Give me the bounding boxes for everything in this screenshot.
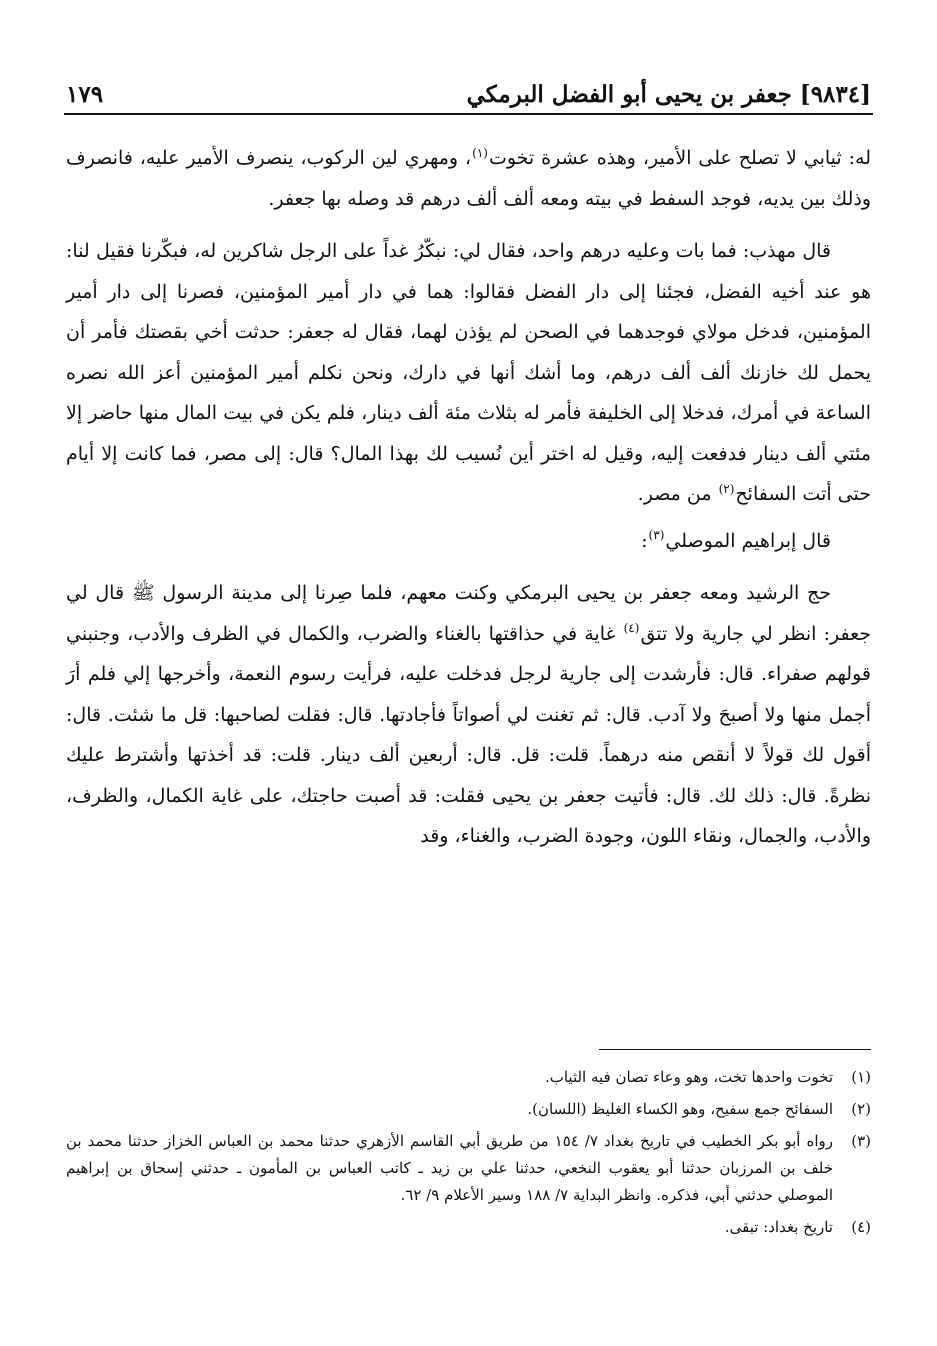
paragraph-1 (66, 138, 871, 219)
footnote-text: رواه أبو بكر الخطيب في تاريخ بغداد ٧/ ١٥٤ من طريق أبي القاسم الأزهري حدثنا محمد بن العباس الخزاز حدثنا محمد بن خلف بن المرزبان حدثنا أبو يعقوب النخعي، حدثنا علي بن زيد ـ كاتب العباس بن المأمون ـ حدثني إسحاق بن إبراهيم الموصلي حدثني أبي، فذكره. وانظر البداية ٧/ ١٨٨ وسير الأعلام ٩/ ٦٢. (66, 1132, 833, 1204)
footnote-3 (66, 1128, 871, 1209)
footnote-number: (١) (851, 1068, 871, 1086)
paragraph-2 (66, 231, 871, 515)
paragraph-3 (66, 573, 871, 857)
footnote-number: (٢) (851, 1100, 871, 1118)
footnote-4 (66, 1214, 871, 1241)
text-segment: من مصر. (637, 483, 718, 505)
footnote-text: السفائح جمع سفيح، وهو الكساء الغليظ (اللسان). (527, 1100, 833, 1118)
footnote-marker-3: (٣) (648, 528, 665, 543)
footnote-number: (٤) (851, 1218, 871, 1236)
footnote-number: (٣) (851, 1132, 871, 1150)
text-segment: حج الرشيد ومعه جعفر بن يحيى البرمكي وكنت معهم، فلما صِرنا إلى مدينة الرسول ﷺ قال لي جعفر: انظر لي جارية ولا تتق (66, 582, 871, 645)
main-text (66, 138, 871, 857)
text-segment: قال إبراهيم الموصلي (665, 529, 831, 552)
footnote-marker-2: (٢) (718, 481, 735, 496)
page-number: ١٧٩ (66, 81, 104, 108)
header-rule (64, 113, 873, 115)
running-header (66, 74, 871, 108)
footnote-text: تاريخ بغداد: تبقى. (724, 1218, 833, 1236)
footnote-marker-1: (١) (472, 145, 488, 160)
footnote-2 (66, 1096, 871, 1123)
text-segment: غاية في حذاقتها بالغناء والضرب، والكمال في الظرف والأدب، وجنبني قولهم صفراء. قال: فأرشدت إلى جارية لرجل فدخلت عليه، فرأيت رسوم النعمة، وأخرجها إلي فلم أرَ أجمل منها ولا أصبحَ ولا آدب. قال: ثم تغنت لي أصواتاً فأجادتها. قال: فقلت لصاحبها: قل ما شئت. قال: أقول لك قولاً لا أنقص منه درهماً. قلت: قل. قال: أربعين ألف دينار. قلت: قد أخذتها وأشترط عليك نظرةً. قال: ذلك لك. قال: فأتيت جعفر بن يحيى فقلت: قد أصبت حاجتك، على غاية الكمال، والظرف، والأدب، والجمال، ونقاء اللون، وجودة الضرب، والغناء، وقد (66, 622, 871, 847)
footnote-text: تخوت واحدها تخت، وهو وعاء تصان فيه الثياب. (544, 1068, 833, 1086)
footnote-marker-4: (٤) (623, 621, 640, 636)
text-segment: ، ومهري لين الركوب، ينصرف الأمير عليه، فانصرف وذلك بين يديه، فوجد السفط في بيته ومعه ألف ألف درهم قد وصله بها جعفر. (66, 147, 871, 210)
header-title: [٩٨٣٤] جعفر بن يحيى أبو الفضل البرمكي (466, 81, 871, 108)
footnotes (66, 1064, 871, 1246)
text-segment: له: ثيابي لا تصلح على الأمير، وهذه عشرة تخوت (488, 147, 871, 169)
text-segment: : (641, 529, 648, 552)
section-heading-ibrahim-al-mawsili (66, 521, 871, 562)
footnote-rule (599, 1049, 871, 1050)
footnote-1 (66, 1064, 871, 1091)
text-segment: قال مهذب: فما بات وعليه درهم واحد، فقال لي: نبكّرُ غداً على الرجل شاكرين له، فبكّرنا فقيل لنا: هو عند أخيه الفضل، فجئنا إلى دار الفضل فقالوا: هما في دار أمير المؤمنين، فصرنا إلى دار أمير المؤمنين، فدخل مولاي فوجدهما في الصحن لم يؤذن لهما، فقال له جعفر: حدثت أخي بقصتك فأمر أن يحمل لك خازنك ألف ألف درهم، وما أشك أنها في دارك، ونحن نكلم أمير المؤمنين أعز الله نصره الساعة في أمرك، فدخلا إلى الخليفة فأمر له بثلاث مئة ألف دينار، فلم يكن في بيت المال منها حاضر إلا مئتي ألف دينار فدفعت إليه، وقيل له اختر أين نُسيب لك بهذا المال؟ قال: إلى مصر، فما كانت إلا أيام حتى أتت السفائح (66, 240, 871, 505)
